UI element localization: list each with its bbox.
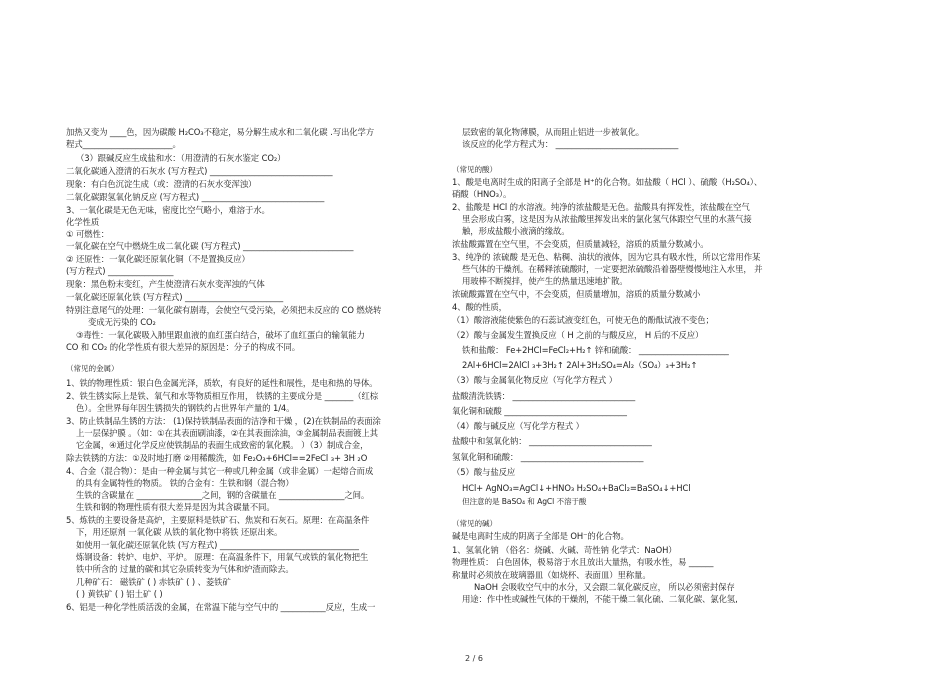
text-line: 特别注意尾气的处理：一氧化碳有剧毒，会使空气受污染，必须把未反应的 CO 燃烧转 [66,305,382,315]
section-heading: （常见的碱） [452,519,497,528]
text-line: 盐酸清洗铁锈： ______________________________ [452,391,636,401]
text-line: 如使用一氧化碳还原氧化铁 (写方程式) __________________________________ [76,540,359,550]
text-line: 上一层保护膜 。（如：①在其表面刷油漆，②在其表面涂油，③金属制品表面镀上其 [76,428,378,438]
text-line: 硝酸（HNO₃）。 [452,189,512,199]
text-line: 生铁和钢的物理性质有很大差异是因为其含碳量不同。 [76,502,275,512]
text-line: 5、炼铁的主要设备是高炉，主要原料是铁矿石、焦炭和石灰石。原理：在高温条件 [66,515,370,525]
text-line: 盐酸中和氢氧化钠： ______________________________ [452,436,652,446]
text-line: 些气体的干燥剂。在稀释浓硫酸时，一定要把浓硫酸沿着器壁慢慢地注入水里， 并 [462,264,763,274]
text-line: 2、铁生锈实际上是铁、氧气和水等物质相互作用， 铁锈的主要成分是 _______（红棕 [66,391,379,401]
text-line: 除去铁锈的方法：①及时地打磨 ②用稀酸洗，如 Fe₂O₃+6HCl==2FeCl ₃+ 3H ₂O [66,453,368,463]
text-line: 现象：黑色粉末变红，产生使澄清石灰水变浑浊的气体 [66,279,265,289]
text-line: 浓盐酸露置在空气里，不会变质，但质量减轻，溶质的质量分数减小。 [452,239,709,249]
text-line: (写方程式) ________________ [66,266,174,276]
text-line: 氧化铜和硫酸 ______________________________ [452,406,627,416]
text-line: 现象：有白色沉淀生成（或：澄清的石灰水变浑浊） [66,179,257,189]
text-line: 里会形成白雾，这是因为从浓盐酸里挥发出来的氯化氢气体跟空气里的水蒸气接 [462,214,752,224]
text-line: 的具有金属特性的物质。 铁的合金有：生铁和钢（混合物） [76,478,294,488]
text-line: 3、纯净的 浓硫酸 是无色、粘稠、油状的液体，因为它具有吸水性，所以它常用作某 [452,252,761,262]
text-line: ③毒性：一氧化碳吸入肺里跟血液的血红蛋白结合，破坏了血红蛋白的输氧能力 [76,330,365,340]
text-line: （4）酸与碱反应（写化学方程式 ） [452,421,584,431]
text-line: ( ) 黄铁矿 ( ) 铝土矿 ( ) [76,589,163,599]
text-line: 用玻棒不断搅拌，使产生的热量迅速地扩散。 [462,276,628,286]
text-line: 二氧化碳通入澄清的石灰水 (写方程式) ______________________________ [66,166,333,176]
text-line: 1、酸是电离时生成的阳离子全部是 H⁺的化合物。如盐酸（ HCl ）、硫酸（H₂SO₄）、 [452,177,763,187]
text-line: 该反应的化学方程式为： ______________________________ [462,139,679,149]
text-line: 几种矿石： 磁铁矿 ( ) 赤铁矿 ( ) 、菱铁矿 [76,577,231,587]
text-line: 2Al+6HCl=2AlCl ₃+3H₂↑ 2Al+3H₂SO₄=Al₂（SO₄）₃+3H₂↑ [462,360,698,370]
text-line: 它金属，④通过化学反应使铁制品的表面生成致密的氧化膜。 ）（3）制成合金， [76,440,369,450]
text-line: 一氧化碳在空气中燃烧生成二氧化碳 (写方程式) ___________________________ [66,241,354,251]
text-line: 生铁的含碳量在 ________________之间，钢的含碳量在 ________________之间。 [76,490,370,500]
text-line: （5）酸与盐反应 [452,467,516,477]
text-line: ① 可燃性： [66,229,110,239]
text-line: 3、一氧化碳是无色无味，密度比空气略小，难溶于水。 [66,205,270,215]
text-line: 层致密的氧化物薄膜，从而阻止铝进一步被氧化。 [462,127,645,137]
text-line: 4、酸的性质， [452,302,507,312]
text-line: （3）跟碱反应生成盐和水：（用澄清的石灰水鉴定 CO₂） [76,153,286,163]
text-line: （2）酸与金属发生置换反应（ H 之前的与酸反应， H 后的不反应） [452,330,704,340]
text-line: HCl+ AgNO₃=AgCl↓+HNO₃ H₂SO₄+BaCl₂=BaSO₄↓+HCl [462,483,691,493]
text-line: 加热又变为 ____色，因为碳酸 H₂CO₃不稳定，易分解生成水和二氧化碳 .写出化学方 [66,127,375,137]
text-line: 碱是电离时生成的阴离子全部是 OH⁻的化合物。 [452,531,629,541]
section-heading: （常见的金属） [66,364,119,373]
text-line: 称量时必须放在玻璃器皿（如烧杯、表面皿）里称量。 [452,570,651,580]
text-line: 变成无污染的 CO₂ [88,317,156,327]
text-line: 浓硫酸露置在空气中，不会变质，但质量增加，溶质的质量分数减小 [452,289,701,299]
text-line: CO 和 CO₂ 的化学性质有很大差异的原因是：分子的构成不同。 [66,342,301,352]
text-line: 2、盐酸是 HCl 的水溶液。纯净的浓盐酸是无色。盐酸具有挥发性，浓盐酸在空气 [452,202,750,212]
text-line: 触，形成盐酸小液滴的缘故。 [462,226,570,236]
text-line: （1）酸溶液能使紫色的石蕊试液变红色，可使无色的酚酞试液不变色； [452,315,714,325]
text-line: 一氧化碳还原氧化铁 (写方程式) ________________________ [66,292,284,302]
page-number: 2 / 6 [465,654,483,663]
text-line: 化学性质 [66,217,100,227]
text-line: 炼钢设备：转炉、电炉、平炉。 原理：在高温条件下，用氧气或铁的氧化物把生 [76,552,369,562]
text-line: 物理性质： 白色固体，极易溶于水且放出大量热，有吸水性，易 ______ [452,557,714,567]
text-line: 二氧化碳跟氢氧化钠反应 (写方程式) ______________________________ [66,192,325,202]
text-line: 氢氧化铜和硫酸： ______________________________ [452,452,644,462]
text-line: 3、防止铁制品生锈的方法： (1)保持铁制品表面的洁净和干燥 ，(2)在铁制品的表面涂 [66,416,381,426]
text-line: 用途：作中性或碱性气体的干燥剂，不能干燥二氧化硫、二氧化碳、氯化氢, [462,594,738,604]
text-line: 铁中所含的 过量的碳和其它杂质转变为气体和炉渣而除去。 [76,564,294,574]
text-line: 下，用还原剂 一氧化碳 从铁的氧化物中将铁 还原出来。 [76,527,283,537]
text-line: 铁和盐酸： Fe+2HCl=FeCl₂+H₂↑ 锌和硫酸： ______________________ [462,345,729,355]
text-line: NaOH 会吸收空气中的水分，又会跟二氧化碳反应， 所以必须密封保存 [474,582,735,592]
text-line: 程式______________________。 [66,139,181,149]
text-line: （3）酸与金属氧化物反应（写化学方程式 ） [452,375,618,385]
section-heading: （常见的酸） [452,165,497,174]
text-line: 4、合金（混合物）：是由一种金属与其它一种或几种金属（或非金属）一起熔合而成 [66,466,374,476]
text-line: 色）。全世界每年因生锈损失的钢铁约占世界年产量的 1/4。 [76,403,295,413]
text-line: ② 还原性：一氧化碳还原氧化铜（不是置换反应） [66,254,250,264]
text-line: 但注意的是 BaSO₄ 和 AgCl 不溶于酸 [462,497,587,506]
text-line: 6、铝是一种化学性质活泼的金属，在常温下能与空气中的 ___________反应，生成一 [66,602,376,612]
text-line: 1、氢氧化钠 （俗名：烧碱、火碱、苛性钠 化学式：NaOH） [452,545,677,555]
text-line: 1、铁的物理性质：银白色金属光泽，质软，有良好的延性和展性，是电和热的导体。 [66,378,378,388]
